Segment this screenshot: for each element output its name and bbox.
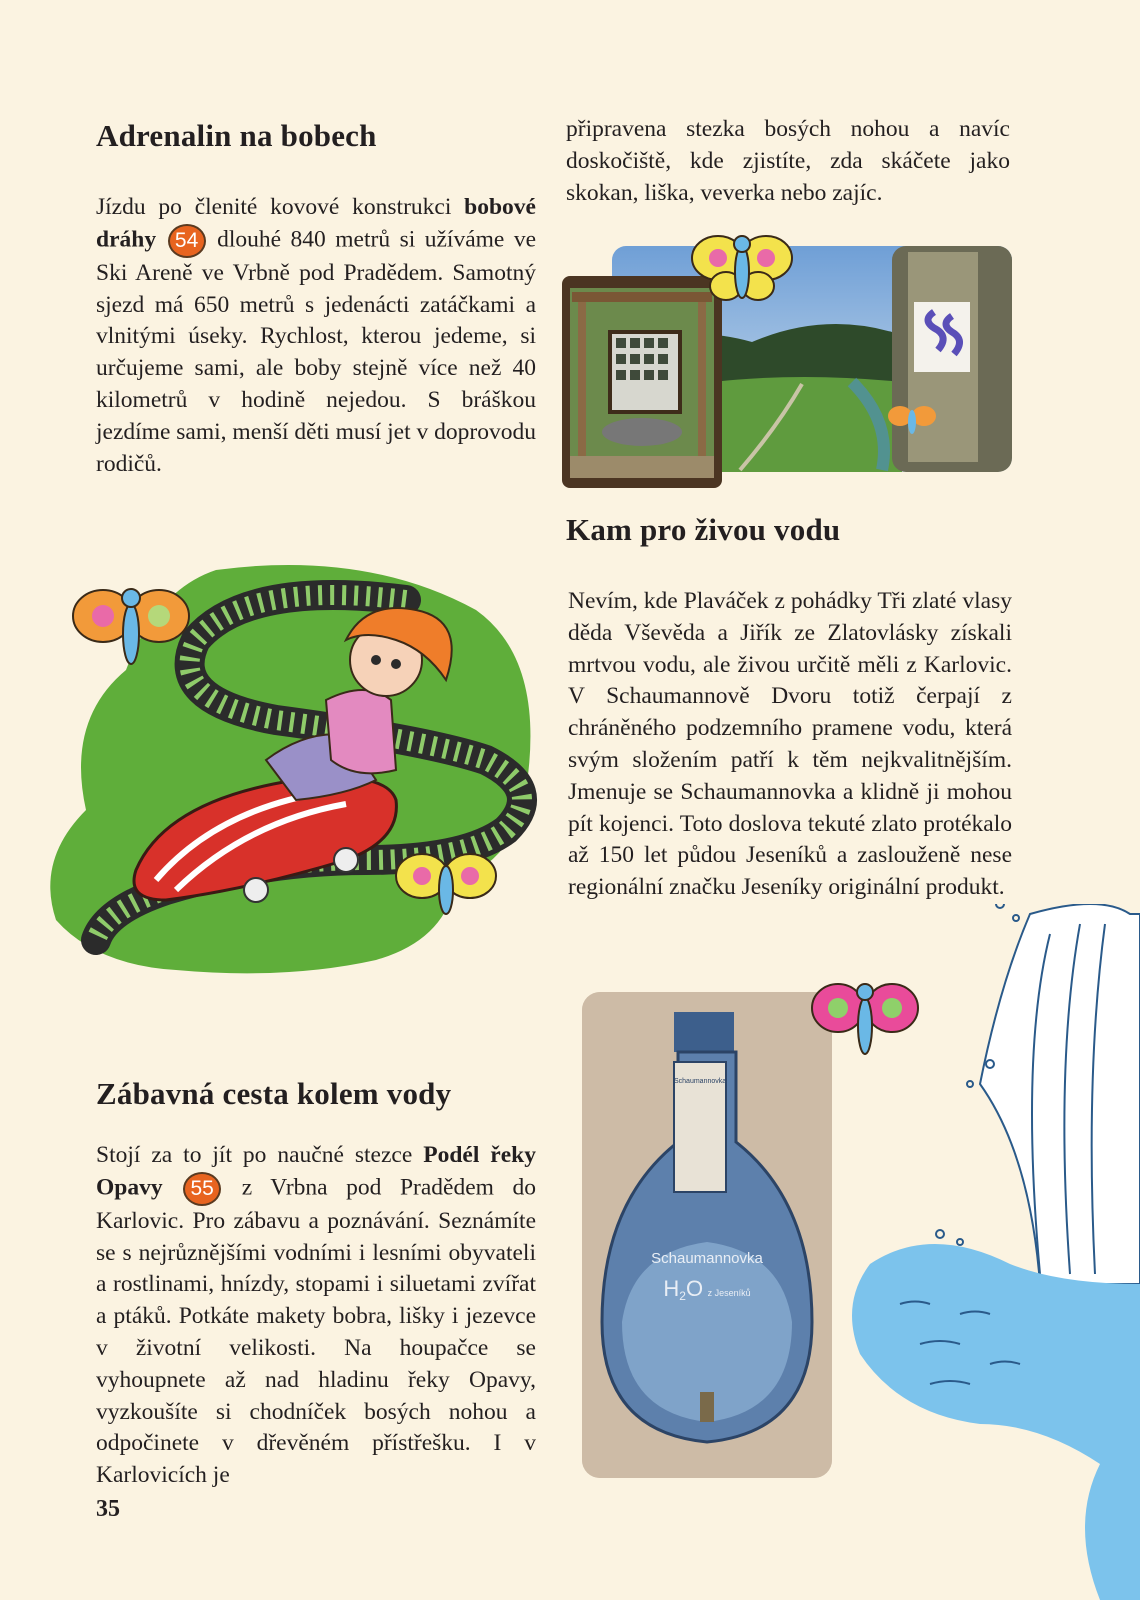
bobsleigh-illustration <box>46 560 566 990</box>
text-bobs-start: Jízdu po členité kovové konstrukci <box>96 194 465 220</box>
bold-bobsleigh-track: bobové dráhy <box>96 194 536 253</box>
paragraph-water: Nevím, kde Plaváček z pohádky Tři zlaté vlasy děda Vševěda a Jiřík ze Zlatovlásky získali mrtvou vodu, ale živou určitě měli z Karlovic. V Schaumannově Dvoru totiž čerpají z chráněného podzemního pramene vodu, která svým složením patří k těm nejkvalitnějším. Jmenuje se Schaumannovka a klidně ji mohou pít kojenci. Toto doslova tekuté zlato protékalo až 150 let půdou Jeseníků a zaslouženě nese regionální značku Jeseníky originální produkt. <box>568 588 1012 901</box>
water-bottle-photo <box>582 992 832 1478</box>
section-title-trail: Zábavná cesta kolem vody <box>96 1076 452 1111</box>
section-title-water: Kam pro živou vodu <box>566 512 841 547</box>
waterfall-illustration <box>840 904 1140 1600</box>
page-number: 35 <box>96 1496 120 1522</box>
section-title-bobs: Adrenalin na bobech <box>96 118 377 153</box>
bottle-illustration <box>582 992 832 1478</box>
trail-photo-collage <box>562 232 1032 494</box>
formula-o: O <box>685 1276 704 1301</box>
bottle-formula <box>612 1276 802 1303</box>
girl-on-bobsleigh-illustration <box>46 560 566 990</box>
waterfall <box>980 904 1140 1284</box>
text-bobs-rest: dlouhé 840 metrů si užíváme ve Ski Areně ve Vrbně pod Pradědem. Samotný sjezd má 650 metrů s jedenácti zatáčkami a vlnitými úseky. Rychlost, kterou jedeme, si určujeme sami, ale boby stejně více než 40 kilometrů v hodině nejedou. S bráškou jezdíme sami, menší děti musí jet v doprovodu rodičů. <box>96 226 537 477</box>
text-trail-start: Stojí za to jít po naučné stezce <box>96 1142 424 1168</box>
paragraph-continuation: připravena stezka bosých nohou a navíc doskočiště, kde zjistíte, zda skáčete jako skokan, liška, veverka nebo zajíc. <box>566 116 1010 206</box>
trail-photos-illustration <box>562 232 1032 494</box>
text-trail-rest: z Vrbna pod Pradědem do Karlovic. Pro zábavu a poznávání. Seznámíte se s nejrůznějšími vodními i lesními obyvateli a rostlinami, hnízdy, stopami i siluetami zvířat a ptáků. Potkáte makety bobra, lišky i jezevce v životní velikosti. Na houpačce se vyhoupnete až nad hladinu řeky Opavy, vyzkoušíte si chodníček bosých nohou a odpočinete v dřevěném přístřešku. I v Karlovicích je <box>96 1174 536 1489</box>
formula-h: H <box>663 1276 680 1301</box>
bottle-brand-text: Schaumannovka <box>651 1250 763 1267</box>
paragraph-bobs <box>96 192 536 480</box>
formula-sub: 2 <box>679 1289 686 1304</box>
location-badge-55: 55 <box>183 1172 221 1206</box>
bold-trail-name: Podél řeky Opavy <box>96 1142 536 1201</box>
water-pool <box>852 1244 1140 1600</box>
location-badge-54: 54 <box>168 224 206 258</box>
bottle-tag-brand: Schaumannovka <box>674 1078 727 1085</box>
bottle-origin: z Jeseníků <box>707 1288 751 1298</box>
paragraph-trail <box>96 1140 536 1492</box>
